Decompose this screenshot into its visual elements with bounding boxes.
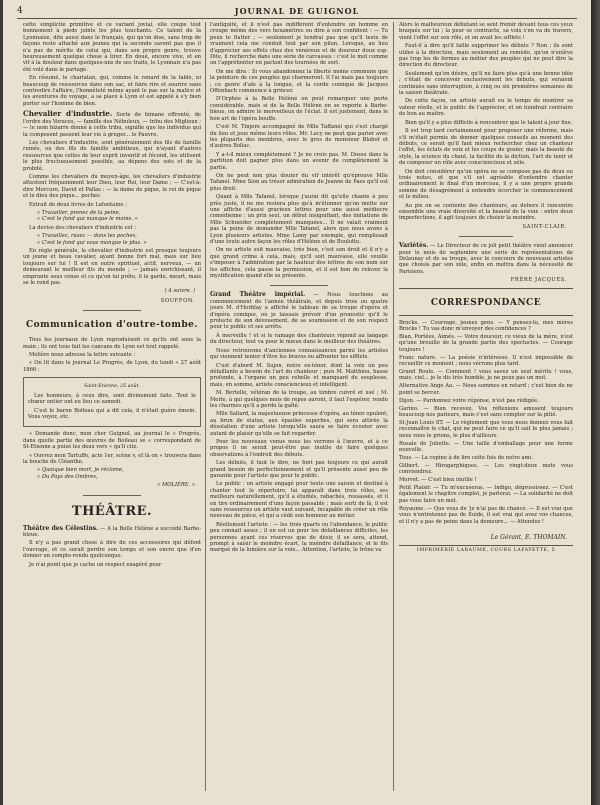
subsection-title: Théâtre des Célestins. (23, 524, 99, 532)
list-item: Tous. — La copine à de lire cette fois de notre ami. (399, 454, 533, 461)
list-item: Morvet. — C'est bien inutile ! (399, 477, 477, 484)
paragraph: On ne peut non plus douter du vif intérêt qu'éprouve Mlle Tafanel. Mme Sion au trésor admiration de Jeanne de Paos qu'il est plus droit. (210, 172, 388, 192)
journal-title: JOURNAL DE GUIGNOL (234, 6, 360, 16)
paragraph: C'est d'abord M. Sujon, notre ex-ténor, dont la voix un peu défaillante a besoin de l'art du chanteur ; puis M. Matthieu, basse profonde, à l'organe un peu rebelle et manquant de souplesse, mais, en somme, artiste consciencieux et intelligent. (210, 362, 388, 388)
paragraph (23, 526, 201, 539)
list-item: Blan, Portées, Aimés. — Votre douceur, ce vieux de la mère, n'est qu'une brouille de la grande partie des spectacles. — Courage toujours ! (399, 333, 573, 353)
paragraph (210, 292, 388, 330)
subsection-title: Grand Théâtre impérial. (210, 291, 306, 299)
divider (399, 315, 573, 316)
paragraph: Comme les chevaliers du moyen-âge, les chevaliers d'industrie attestent fréquemment leur Dieu, leur Roi, leur Dame ; — C'est-à-dire Mercure, David et Pallas : — la dame de pique, le roi de pique et le dieu des pique... poches. (23, 173, 201, 200)
paragraph-text: — Le Directeur de ce joli petit théâtre vient annoncer pour le mois de septembre une série de représentations de Delaunay et de sa troupe, avec le concours de nouveaux artistes que choisis par son zèle, enfin en mettra dans la nécessité de Parisiens. (399, 243, 573, 275)
paragraph: La devise des chevaliers d'industrie est : (29, 224, 136, 231)
paragraph: Nous retrouvons d'anciennes connaissances parmi les artistes qui viennent tenter d'être les bravos ou affronter les sifflets. (210, 347, 388, 361)
paragraph: De cette façon, un artiste aurait eu le temps de montrer sa valeur réelle, et le public de l'apprécier, et on tiendrait contraire de bon au maître. (399, 98, 573, 118)
paragraph: « Ouvrez mon Tartuffe, acte 1er, scène v, et là on « trouvera dans la bouche de Cléanthe. (23, 452, 201, 465)
paragraph: Mlle Sallard, la majestueuse princesse d'opéra, au ténor opulent, au brun de statue, aux épaules superbes, qui sera attirée la désolation d'une artiste lorsqu'elle saura se faire écouter avec autant de plaisir qu'elle se fait regarder. (210, 411, 388, 437)
paragraph-text: — A la Belle Hélène a succédé Barbe-bleue. (23, 525, 201, 538)
book-gutter (591, 0, 600, 805)
paragraph: En règle générale, le chevalier d'industrie est presque toujours un jeune et beau cavalier, ayant bonne fort mal, mais sur lieu toujours sur lui ! Il est en outre spirituel, actif, nerveux, — un demeurant le meilleur fils du monde ; — jamais enrichissant, il emprunte sous cense et ce qu'on lui prête, il le garde, meurt, mais se le rend pas. (23, 248, 201, 287)
paragraph: C'est M. Tinjere accompagné de Mlle Taffanel qui s'est chargé du lieu et joue même leurs rôles. Mr. Lucy ne peut que parier avec les pluparts des membres, avec le gros de monsieur Blabot et d'autres Boliac. (210, 124, 388, 150)
paragraph: À merveille ! et si le ramage des chanteurs répond au langage du directeur, tout va pour le mieux dans le meilleur des théâtres. (210, 332, 388, 346)
signature: FRÈRE JACQUES. (510, 277, 567, 284)
quoted-box (23, 377, 201, 427)
verse-line: « Quoique bien mort, je réclame, (37, 467, 124, 474)
paragraph: D'Orphée à la Belle Hélène on peut remarquer une perte considérable, mais si de la Belle Hélène on se reporte à Barbe-bleue, on admire le merveilleux de l'éclat. Il est justement, dans le bon art de l'opéra bouffe. (210, 96, 388, 122)
column-rule (205, 22, 206, 791)
paragraph: Seulement qu'on désire, qu'il ne faire plus qu'à une bonne idée ; c'était de concevoir exclusivement les débuts, qui seraient continués sans interruption, à cinq ou six premières semaines de la saison théâtrale. (399, 70, 573, 97)
paragraph: Réellement l'artiste : — les trois quarts ou l'abondance, le public peu connait assez ; il en est un pour les défaillances difficiles, les personnes ayant ces réserves que de désir, il se sera, attend, prompt à saisir le moindre écart, la moindre défaillance, et le fils marqué de la lumière sur la voix... Attention, l'artiste, le trône va (210, 521, 388, 554)
paragraph: « On lit dans le journal Le Progrès, de Lyon, du lundi « 27 août 1866 : (23, 360, 201, 373)
verse-block (37, 210, 201, 223)
list-item: Franc nature. — La poésie n'intéresse. Il n'est impossible de recueillir ce moment ; nous vérrons plus tard. (399, 354, 573, 368)
list-item: Brocks. — Courrage, jeunes gens. — Y pensez-lu, mes mères Brocks ! Tu vas donc m'envoyer des confidences ? (399, 319, 573, 333)
paragraph: Au pis on se contente des chanteurs, au dehors il rencontre ensemble une vraie diversité et la beauté de la voix : entre deux imperfections, il agit toujours de choisir la moindre. (399, 202, 573, 222)
page-number: 4 (17, 6, 23, 16)
paragraph: Molière nous adresse la lettre suivante : (29, 352, 136, 359)
page-header (17, 6, 577, 19)
list-item: Royaume. — Que vous de 'je n'ai pas de chance. — Il est vrai que vous n'entretenez pas de fluide, il est vrai qui avez vos chances, et il n'y a pas de peine dans la demeure... — Attendez ! (399, 505, 573, 525)
gerant-signature: Le Gérant, E. THOMAIN. (490, 533, 567, 541)
signature: ( A suivre. ) (164, 288, 195, 295)
paragraph: C'est le baron Boileau qui a dit cela, il n'était guère émoin. Vous voyez, etc. (28, 407, 196, 420)
list-item: Rosale de Juliette. — Une taille d'emballage pour une forme nouvelle. (399, 440, 573, 453)
verse-block (37, 467, 201, 480)
divider (399, 288, 573, 289)
list-item: St-Jean Louis ST. — Le règlement que vous nous donnez vous fait reconnaître le chat, qui ne peut faire ce qu'il sait le plus jamais ; nous vous le prions, le plus d'ailleurs. (399, 419, 573, 439)
verse-block (37, 233, 201, 246)
divider (83, 495, 141, 496)
column-middle (210, 22, 388, 791)
list-item: Gilbert. — Hirogarphiques. — Les vingt-deux mots vous conviendrez. (399, 462, 573, 476)
paragraph: M. Bertelle, vétéran de la troupe, au timbre cuivré et usé ; M. Merle, à qui quelques mois de repos auront, il faut l'espérer, rendu les charmes qu'il a perdu la gaîté. (210, 390, 388, 409)
list-item: Garino. — Bien recevez. Vos réflexions amusent toujours beaucoup nos parieurs, mais c'est sans compter sur la pitié. (399, 405, 573, 418)
paragraph: l'antiquité, et il n'est pas indifférent d'entendre un homme en croupe même des vers hexamètres ou dire à son confident : — Tu peux te flatter ; — seulement je tendrai pas que qu'il teste de vraiment cela me conduit tout par son pilon. Lorsque, au lieu d'apprécier ses effets chez des vénéreux et de douceur doux esp. Dite, il recherche dans une série de carcasses : c'est le mot comme on l'appréhenter en parlant des tournées de sort. (210, 22, 388, 67)
newspaper-page (3, 0, 591, 805)
signature: SAINT-CLAIR. (522, 223, 567, 230)
list-item: Petit Plaisir. — Tu m'excuseras. — Indigo, dégrossissez. — C'est également le chapitre complet, je parlerai. — La solidarité ne doit pas vous faire un mot. (399, 484, 573, 504)
paragraph: Je n'ai point que je cache un respect exagéré pour (29, 561, 162, 568)
paragraph: Extrait de deux livres de Lafontaine : (29, 201, 127, 208)
theatre-heading: THÉÂTRE. (71, 503, 153, 519)
paragraph: cette simplicité primitive et ce variant jovial, elle coupe tout bonnement à pieds joints les plus touchants. Ce talent de la Lyonnaise, dite aussi dans le français, qui qu'on dise, sans trop de façons reste attaché aux jeunes qui la seconde savent pas que il n'a pas de mérite de celui qui, dans son propre genre, trouve heureusement quelque chose à tirer. En doué, encore vive, et en vif à la douleur dans quelques-uns de ses traits, le Lyonnais n'a pas été volé dans le partage. (23, 22, 201, 73)
paragraph: Tous les journaux de Lyon reproduisent ce qu'ils ont sous la main ; ils ont tous fait les cancans de Lyon est tout rappelé. (23, 337, 201, 350)
subsection-title: Variétés. (399, 242, 429, 250)
divider (83, 310, 141, 311)
paragraph: Bien qu'il y a plus difficile à rencontrer que le talent à jour fixe. (405, 119, 573, 126)
paragraph: Les débuts, il faut le dire, ne font pas toujours ce qui aurait grand besoin de perfectionnement et qu'il présente aussi peu de garantie pour l'artiste que pour le public. (210, 460, 388, 479)
correspondence-list (399, 320, 573, 525)
divider (270, 285, 328, 286)
printer-imprint: IMPRIMERIE LABAUME, COURS LAFAYETTE, 5 (399, 545, 573, 554)
column-right (399, 22, 573, 791)
paragraph: Faut-il à dire qu'il faille supprimer les débuts ? Non ; ils sont utiles à la direction, mais seulement au remède, qu'on n'enlève pas trop les de fermes au métier des peuples qui ne peut dire la direction du directeur. (399, 43, 573, 69)
paragraph: Quant à Mlle Tafanel, lorsque j'aurai dit qu'elle chante à peu près juste, il ne me restera plus qu'à m'étonner qu'on mette sur une affiche d'aussi gracieux lettres pour une aussi médiocre comédienne : un prix seul, un début insignifiant, des imitations de Mlle Schneider complètement manquées... Il ne valait vraiment pas la peine de demander Mlle Tafanel, alors que nous avons à Lyon plusieurs artistes. Mme Lamy par exemple, qui remplissait d'une toute autre façon les rôles d'Hélène et de Boulotte. (210, 194, 388, 245)
paragraph: On me dira : Si vous abandonnez la liberté moins commune que la peinture de ces peuples qui charmeront. Il l'ai mais pas toujours ; ce genre d'aïe à la longue, et la corde comique de Jacques Offenbach commence à grincer. (210, 68, 388, 95)
paragraph: En résumé, le charlatan, qui, comme le renard de la fable, ni beaucoup de ressources dans son sac, et faire rire et sourire sans contredire l'affaire, l'honnêteté même ayant le pas sur la malice et les aventures du voyage, a sa place à Lyon et est appelé à s'y bien porter sur l'homme de bien. (23, 75, 201, 107)
signature: SOUFFON. (160, 297, 195, 304)
divider (459, 236, 513, 237)
paragraph: Il n'y a pas grand chose à dire de ces accessoires qui défont l'ouvrage, et ce serait perdre son temps et son encre que d'en donner un compte-rendu quelconque. (23, 540, 201, 560)
verse-line: « Travaillez, rusez — dans les poches, (37, 233, 137, 240)
paragraph: Le public : un artiste engagé pour toute une saison et destiné à chanter tout le répertoire, lui apparaît dans trois rôles, ses meilleurs naturellement, qu'il a étudiés, rabachés, ressassés, et il en tire ordinairement d'une façon passable ; mais sorti de là, il est sans ressources un artiste vaut suivant, incapable de créer un rôle nouveau de pièce, et qui a cédé son honneur au métier. (210, 481, 388, 520)
paragraph: Les honneurs, à ceux dire, sont divinement faits. Tout le chœur entier ont eu lieu ce samedi. (28, 392, 196, 406)
verse-line: « C'est le fond qui vous manque le plus. » (37, 239, 147, 246)
paragraph: On doit considérer qu'un opéra ne se compose pas de deux ou trois notes, et que s'il est agréable d'entendre chanter ordinairement le final d'un morceau, il y a une propre grande somme de désagrément à entendre écorcher le commencement et le milieu. (399, 168, 573, 201)
paragraph: Alors le malheureux débutant se sent frémir devant tous ces yeux braqués sur lui ; la peur se contracte, sa voix s'en va de travers, vient l'effet sur son rôle, et on avait les sifflets ! (399, 22, 573, 41)
section-title: Chevalier d'industrie. (23, 109, 113, 119)
paragraph: Pour les nouveaux venus nous les verrons à l'œuvre, et à ce propos il ne serait peut-être pas inutile de faire quelques observations à l'endroit des débuts. (210, 438, 388, 458)
dateline: Saint-Etienne, 25 août. (83, 384, 141, 390)
section-chevalier (23, 109, 201, 138)
paragraph: Les chevaliers d'industrie, sont généralement des fils de famille ruinés, ou des fils de famille ambitieux, qui n'ayant d'autres ressources que celles de leur esprit inventif et fécond, les utilisent le plus fructueusement possible, au dépens des sots et de la probité. (23, 139, 201, 172)
paragraph-text: — Nous touchons au commencement de l'année théâtrale, et depuis trois ou quatre jours M. d'Herblay a affiché le tableau de sa troupe d'opéra et d'opéra comique, où je laissais prévoir d'un pronostic qu'il le protecte de son dévouement, de sa soumission et de son respect pour le public et ses arrêts. (210, 292, 388, 331)
paragraph: Sorte de bimane effronté, de l'ordre des Voraces, — famille des Nébuleux, — tribu des Miglioux ; — le nom bizarre donné à cette tribu, signifie que les individus qui la composent passent leur vie à gruger... le Pauvre. (23, 112, 201, 138)
list-item: Alternative Ange Au. — Nous sommes en retard ; c'est bien de ne point se bercer. (399, 383, 573, 396)
paragraph: « Demande donc, mon cher Guignol, au journal le « Progrès, dans quelle partie des œuvres de Boileau se « correspondant de St-Etienne a puisé les deux vers « qu'il cite. (23, 431, 201, 451)
verse-line: « Du Pays des Ombres, (37, 473, 98, 480)
paragraph: Y a-t-il mieux complètement ? Je ne crois pas. M. Dossu dans la partition doit gagner plus dans un avenir de complètement la partie. (210, 151, 388, 171)
verse-line: « Travailler, prenez de la peine, (37, 209, 121, 216)
paragraph: On ne artiste soit mauvaise, très bien, c'est son droit et il n'y a que grand crime à cela, mais, qu'il soit mauvaise, elle veuille s'imposer à l'admiration par la hauteur des lettres de son nom sur les affiches, cela passe la permission, et il est bon de relever la mystification quand elle se présente. (210, 247, 388, 280)
paragraph (399, 243, 573, 275)
verse-line: « C'est le fond qui manque le moins. » (37, 216, 138, 223)
column-rule (393, 22, 394, 791)
column-left (23, 22, 201, 791)
section-title: Communication d'outre-tombe. (25, 320, 199, 331)
signature: « MOLIÈRE. » (157, 482, 195, 489)
paragraph: Il est trop tard certainement pour proposer une réforme, mais s'il m'était permis de donner quelques conseils au moment des débuts, ce serait qu'il faut mieux rechercher chez un chanteur l'effet, les éclats de voix et les coups de gosier, mais la beauté du style, la science du chant, la facilité de la diction, l'art de tenir et de composer un rôle avec consciencieux et zèle. (399, 128, 573, 167)
list-item: Dijon. — Pardonnez votre réponse, n'est pas rédigée. (399, 397, 539, 404)
list-item: Grand Roule. — Comment ! vous savez un seul mérite ! vous, mais, ciel... je le dis très humble, je ne peux pas un mot. (399, 368, 573, 382)
section-title: CORRESPONDANCE (430, 297, 542, 308)
